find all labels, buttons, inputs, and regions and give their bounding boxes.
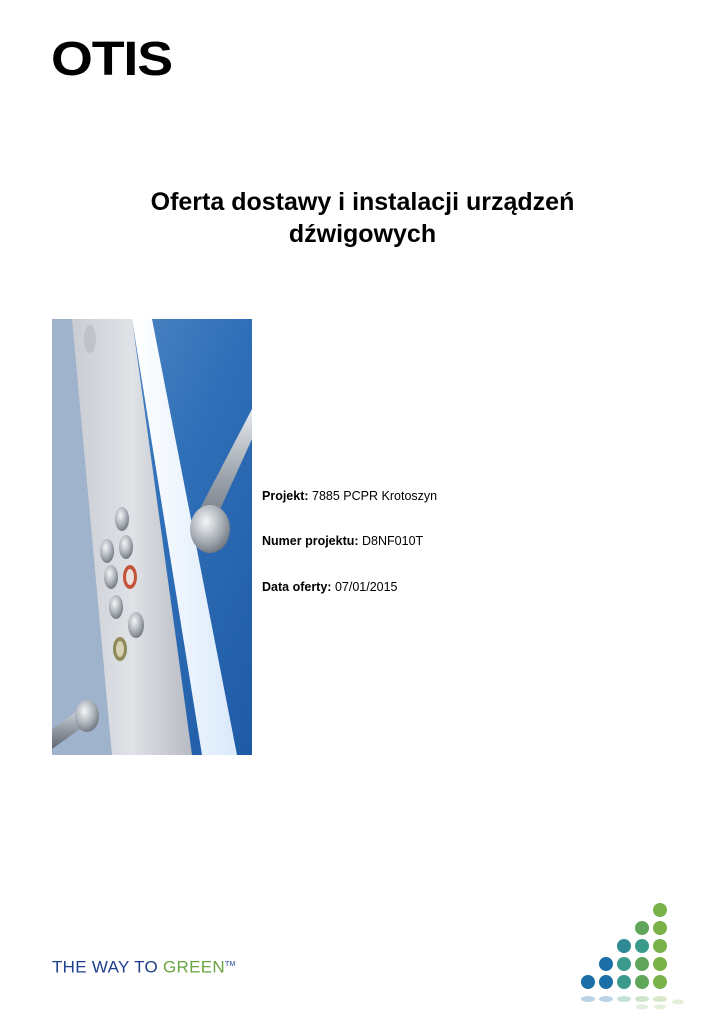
- trademark-mark: TM: [224, 961, 236, 968]
- offer-date-row: [262, 579, 398, 595]
- project-number-value: D8NF010T: [362, 534, 424, 548]
- green-dots-logo: [574, 898, 694, 1013]
- project-number-label: Numer projektu:: [262, 534, 359, 548]
- title-line-1: Oferta dostawy i instalacji urządzeń: [150, 188, 575, 216]
- elevator-panel-photo: [52, 319, 252, 755]
- project-label: Projekt:: [262, 489, 309, 503]
- title-line-2: dźwigowych: [288, 220, 437, 248]
- offer-date-value: 07/01/2015: [334, 580, 398, 594]
- tagline: [52, 955, 236, 978]
- tagline-green: GREEN: [163, 957, 225, 977]
- project-value: 7885 PCPR Krotoszyn: [312, 489, 438, 503]
- offer-date-label: Data oferty:: [262, 580, 332, 594]
- tagline-way-to: THE WAY TO: [52, 957, 163, 977]
- project-row: [262, 488, 437, 504]
- otis-logo: OTIS: [51, 33, 172, 86]
- project-number-row: [262, 533, 423, 549]
- document-title: [60, 186, 665, 250]
